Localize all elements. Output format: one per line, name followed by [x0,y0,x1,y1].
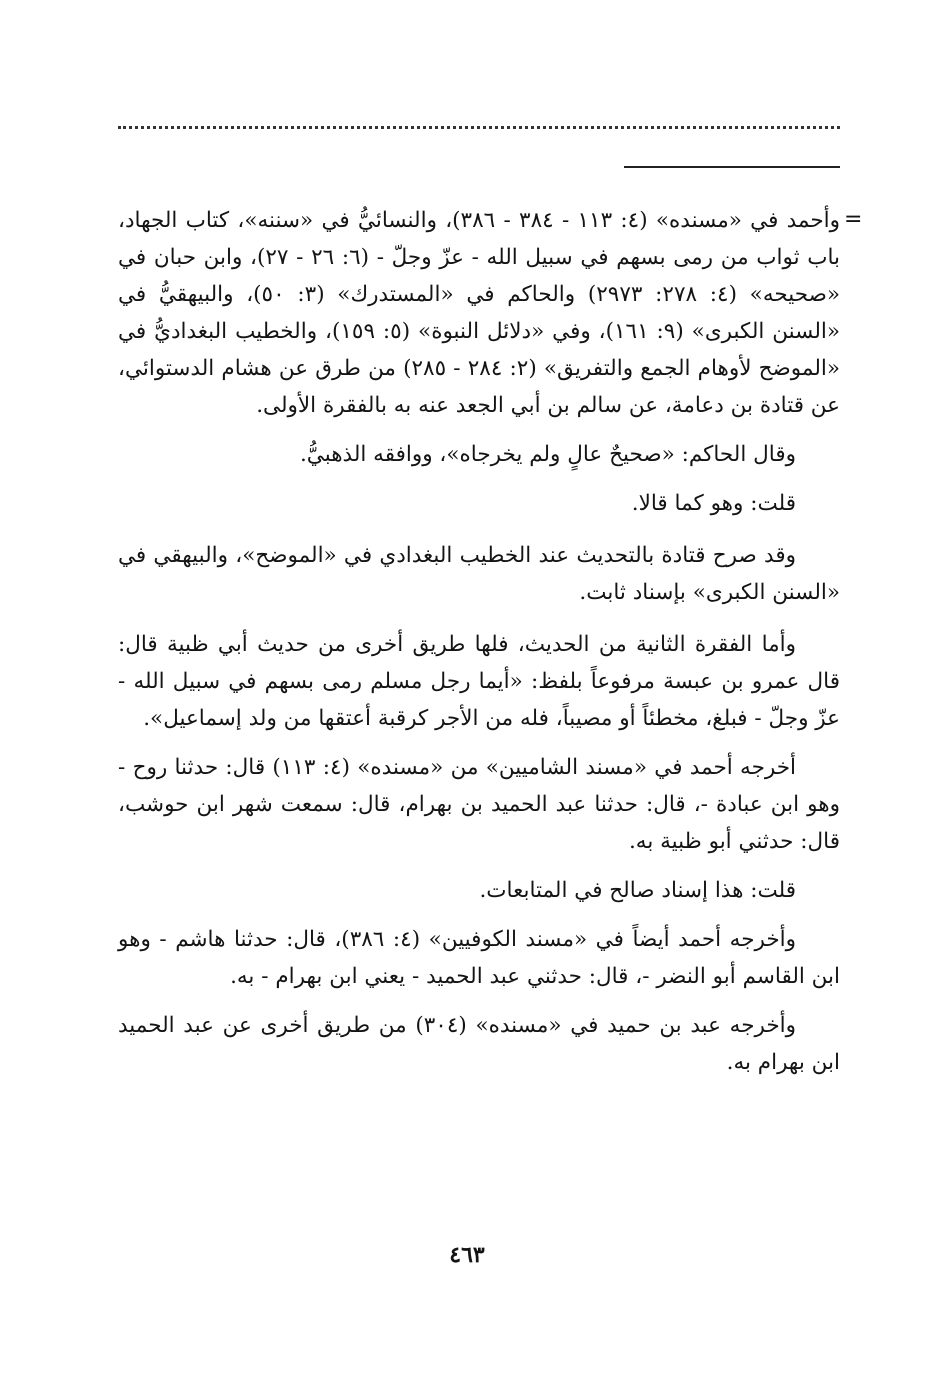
paragraph-ahmad-kufiyyin: وأخرجه أحمد أيضاً في «مسند الكوفيين» (٤: ٣٨٦)، قال: حدثنا هاشم - وهو ابن القاسم أبو النضر -، قال: حدثني عبد الحميد - يعني ابن بهرام - به. [118,927,840,989]
paragraph-abd-bin-humaid: وأخرجه عبد بن حميد في «مسنده» (٣٠٤) من طريق أخرى عن عبد الحميد ابن بهرام به. [118,1013,840,1075]
page-number: ٤٦٣ [449,1242,485,1268]
paragraph-second-part: وأما الفقرة الثانية من الحديث، فلها طريق أخرى من حديث أبي ظبية قال: قال عمرو بن عبسة مرفوعاً بلفظ: «أيما رجل مسلم رمى بسهم في سبيل الله - عزّ وجلّ - فبلغ، مخطئاً أو مصيباً، فله من الأجر كرقبة أعتقها من ولد إسماعيل». [118,632,840,731]
dotted-separator [118,126,840,129]
paragraph-ahmad-shamiyyin: أخرجه أحمد في «مسند الشاميين» من «مسنده» (٤: ١١٣) قال: حدثنا روح - وهو ابن عبادة -، قال: حدثنا عبد الحميد بن بهرام، قال: سمعت شهر ابن حوشب، قال: حدثني أبو ظبية به. [118,755,840,854]
paragraph-qultu-2: قلت: هذا إسناد صالح في المتابعات. [479,878,796,903]
continuation-mark: = [844,207,863,232]
paragraph-qultu-1: قلت: وهو كما قالا. [631,491,796,516]
footnote-rule [624,166,840,168]
footnote-body [118,202,840,1081]
paragraph-sources: وأحمد في «مسنده» (٤: ١١٣ - ٣٨٤ - ٣٨٦)، والنسائيُّ في «سننه»، كتاب الجهاد، باب ثواب من رمى بسهم في سبيل الله - عزّ وجلّ - (٦: ٢٦ - ٢٧)، وابن حبان في «صحيحه» (٤: ٢٧٨: ٢٩٧٣) والحاكم في «المستدرك» (٣: ٥٠)، والبيهقيُّ في «السنن الكبرى» (٩: ١٦١)، وفي «دلائل النبوة» (٥: ١٥٩)، والخطيب البغداديُّ في «الموضح لأوهام الجمع والتفريق» (٢: ٢٨٤ - ٢٨٥) من طرق عن هشام الدستوائي، عن قتادة بن دعامة، عن سالم بن أبي الجعد عنه به بالفقرة الأولى. [118,208,841,418]
paragraph-qatada: وقد صرح قتادة بالتحديث عند الخطيب البغدادي في «الموضح»، والبيهقي في «السنن الكبرى» بإسناد ثابت. [118,543,840,605]
paragraph-hakim: وقال الحاكم: «صحيحٌ عالٍ ولم يخرجاه»، ووافقه الذهبيُّ. [299,442,796,467]
